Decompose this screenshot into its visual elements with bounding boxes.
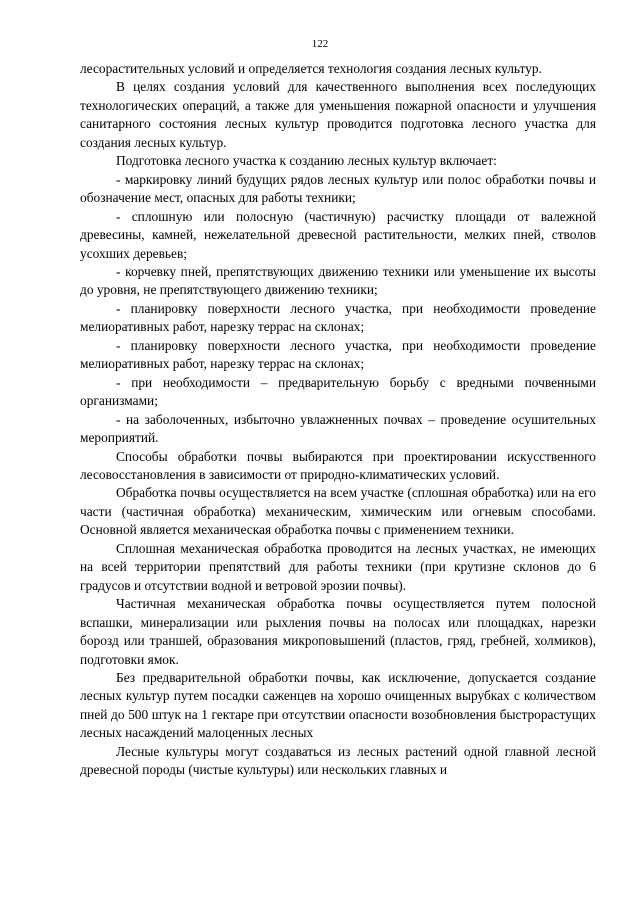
list-item: - сплошную или полосную (частичную) расчистку площади от валежной древесины, камней, нежелательной древесной растительности, мелких пней, стволов усохших деревьев; bbox=[80, 208, 596, 261]
page-number: 122 bbox=[311, 38, 329, 50]
paragraph: В целях создания условий для качественного выполнения всех последующих технологических операций, а также для уменьшения пожарной опасности и улучшения санитарного состояния лесных культур проводится подготовка лесного участка для создания лесных культур. bbox=[80, 79, 596, 150]
list-item: - планировку поверхности лесного участка, при необходимости проведение мелиоративных работ, нарезку террас на склонах; bbox=[80, 300, 596, 335]
list-item: - при необходимости – предварительную борьбу с вредными почвенными организмами; bbox=[80, 374, 596, 409]
list-item: - корчевку пней, препятствующих движению техники или уменьшение их высоты до уровня, не препятствующего движению техники; bbox=[80, 263, 596, 298]
paragraph: Обработка почвы осуществляется на всем участке (сплошная обработка) или на его части (частичная обработка) механическим, химическим или огневым способами. Основной является механическая обработка почвы с применением техники. bbox=[80, 485, 596, 538]
list-item: - на заболоченных, избыточно увлажненных почвах – проведение осушительных мероприятий. bbox=[80, 411, 596, 446]
paragraph: Лесные культуры могут создаваться из лесных растений одной главной лесной древесной породы (чистые культуры) или нескольких главных и bbox=[80, 743, 596, 778]
paragraph: лесорастительных условий и определяется технология создания лесных культур. bbox=[80, 61, 542, 76]
paragraph: Без предварительной обработки почвы, как исключение, допускается создание лесных культур путем посадки саженцев на хорошо очищенных вырубках с количеством пней до 500 штук на 1 гектаре при отсутствии опасности возобновления быстрорастущих лесных насаждений малоценных лесных bbox=[80, 669, 596, 741]
list-item: - планировку поверхности лесного участка, при необходимости проведение мелиоративных работ, нарезку террас на склонах; bbox=[80, 337, 596, 372]
paragraph: Способы обработки почвы выбираются при проектировании искусственного лесовосстановления в зависимости от природно-климатических условий. bbox=[80, 448, 596, 482]
list-item: - маркировку линий будущих рядов лесных культур или полос обработки почвы и обозначение мест, опасных для работы техники; bbox=[80, 171, 596, 206]
paragraph: Сплошная механическая обработка проводится на лесных участках, не имеющих на всей территории препятствий для работы техники (при крутизне склонов до 6 градусов и отсутствии водной и ветровой эрозии почвы). bbox=[80, 540, 596, 593]
body-text bbox=[80, 60, 596, 780]
paragraph: Частичная механическая обработка почвы осуществляется путем полосной вспашки, минерализации или рыхления почвы на полосах или площадках, нарезки борозд или траншей, образования микроповышений (пластов, гряд, гребней, холмиков), подготовки ямок. bbox=[80, 596, 596, 667]
paragraph: Подготовка лесного участка к созданию лесных культур включает: bbox=[116, 153, 497, 169]
